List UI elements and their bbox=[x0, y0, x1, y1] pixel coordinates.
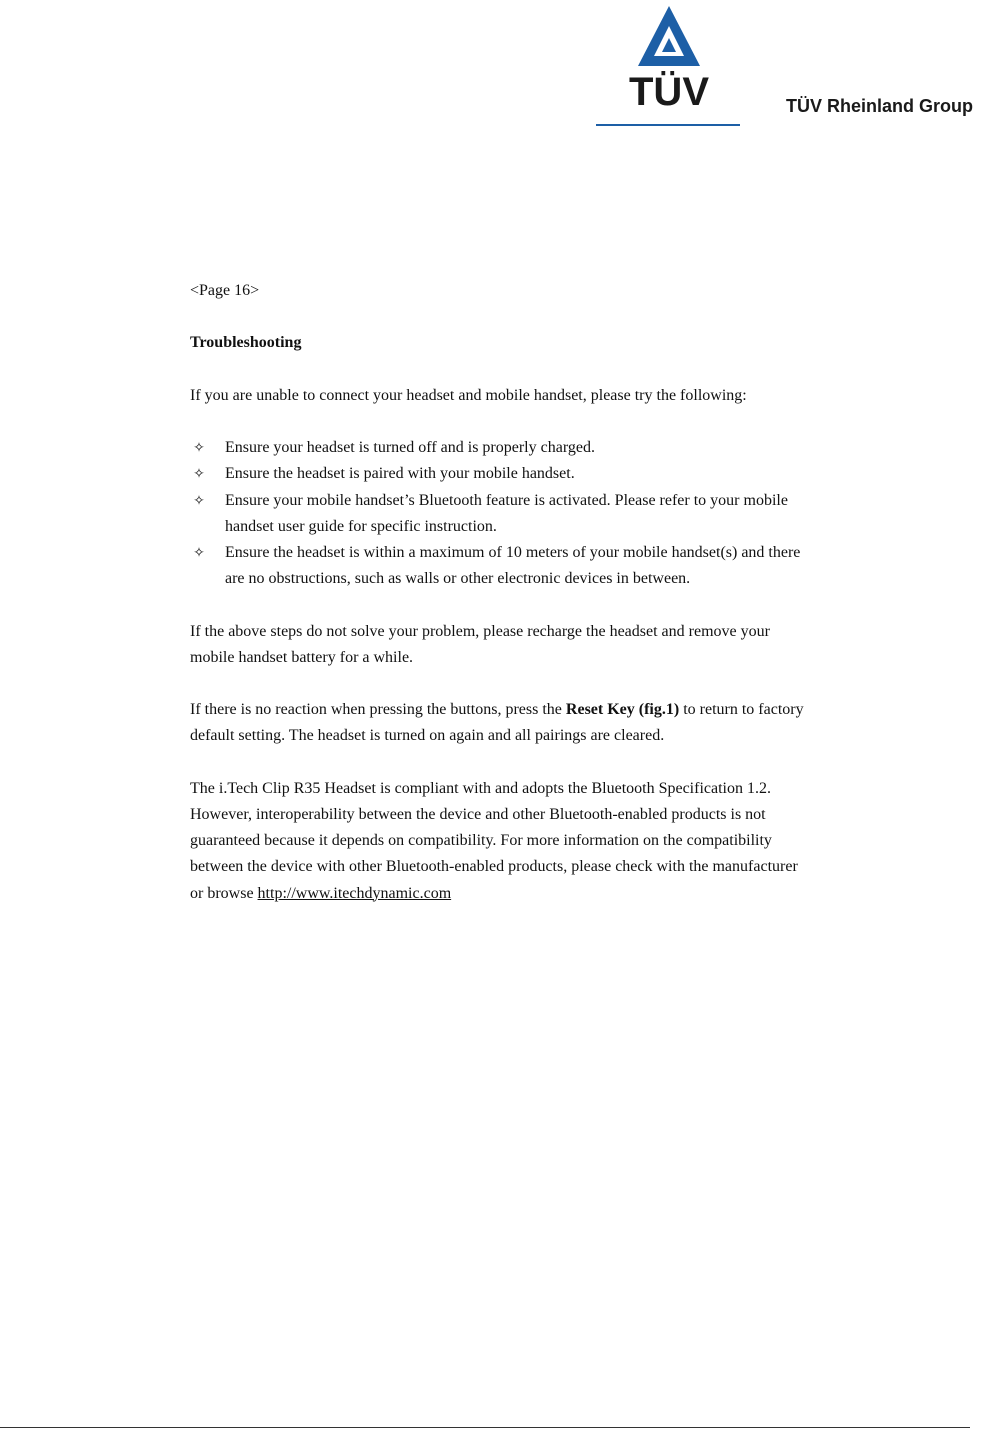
list-item-text: Ensure your mobile handset’s Bluetooth feature is activated. Please refer to your mobile handset user guide for specific instruction. bbox=[225, 491, 788, 535]
group-name: TÜV Rheinland Group bbox=[786, 96, 973, 116]
tuv-logo-text: TÜV bbox=[629, 70, 709, 114]
tuv-triangle-icon bbox=[636, 4, 702, 68]
logo-underline bbox=[596, 124, 740, 126]
star-bullet-icon: ✧ bbox=[193, 544, 205, 561]
tuv-logo bbox=[596, 0, 742, 128]
star-bullet-icon: ✧ bbox=[193, 466, 205, 483]
star-bullet-icon: ✧ bbox=[193, 440, 205, 457]
section-heading: Troubleshooting bbox=[190, 334, 302, 352]
list-item-text: Ensure your headset is turned off and is properly charged. bbox=[225, 439, 595, 457]
page-label: <Page 16> bbox=[190, 282, 260, 299]
list-item bbox=[190, 435, 805, 461]
manufacturer-link[interactable]: http://www.itechdynamic.com bbox=[257, 884, 452, 902]
reset-key-label: Reset Key (fig.1) bbox=[565, 701, 680, 719]
intro-paragraph: If you are unable to connect your headset and mobile handset, please try the following: bbox=[190, 386, 747, 404]
list-item-text: Ensure the headset is within a maximum of 10 meters of your mobile handset(s) and there are no obstructions, such as walls or other electronic devices in between. bbox=[225, 543, 801, 588]
troubleshooting-list bbox=[190, 435, 805, 592]
list-item bbox=[190, 488, 805, 540]
list-item-text: Ensure the headset is paired with your mobile handset. bbox=[225, 465, 575, 483]
star-bullet-icon: ✧ bbox=[193, 492, 205, 509]
compatibility-paragraph: The i.Tech Clip R35 Headset is compliant with and adopts the Bluetooth Specification 1.2. However, interoperability between the device and other Bluetooth-enabled products is not guaranteed because it depends on compatibility. For more information on the compatibility between the device with other Bluetooth-enabled products, please check with the manufacturer or browse http://www.itechdynamic.com bbox=[190, 779, 798, 902]
footer-divider bbox=[0, 1427, 970, 1428]
recharge-paragraph: If the above steps do not solve your problem, please recharge the headset and remove your mobile handset battery for a while. bbox=[190, 622, 770, 666]
list-item bbox=[190, 540, 805, 592]
reset-paragraph: If there is no reaction when pressing the buttons, press the Reset Key (fig.1) to return to factory default setting. The headset is turned on again and all pairings are cleared. bbox=[190, 701, 804, 745]
document-body bbox=[190, 278, 805, 907]
list-item bbox=[190, 461, 805, 487]
